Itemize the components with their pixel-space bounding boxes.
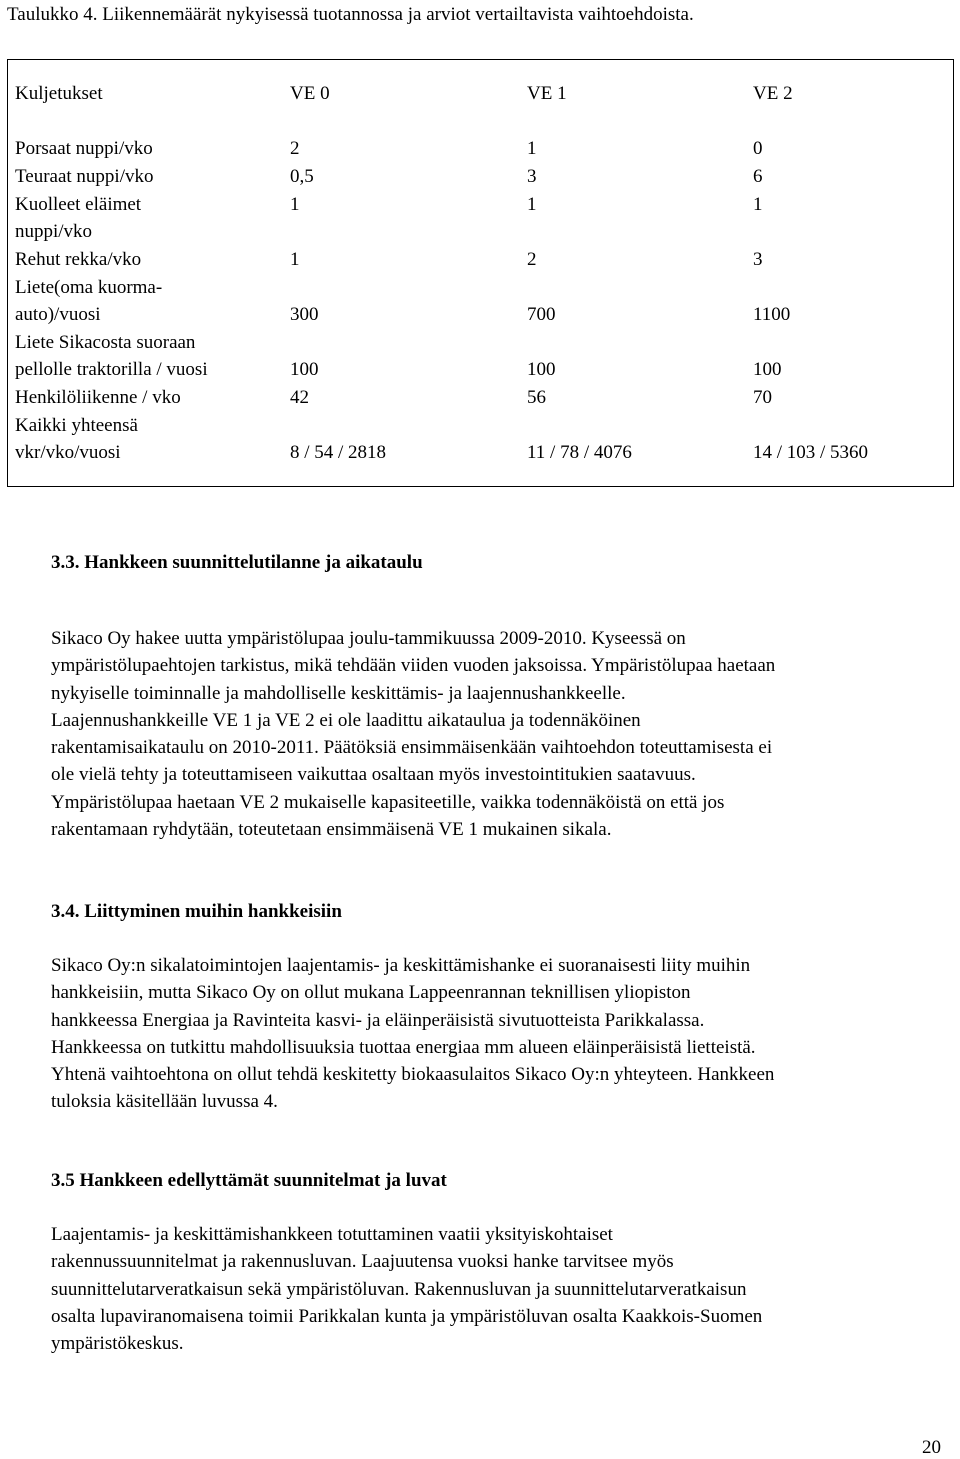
table-row-label: pellolle traktorilla / vuosi [15, 359, 208, 380]
paragraph-line: Sikaco Oy hakee uutta ympäristölupaa joulu-tammikuussa 2009-2010. Kyseessä on [51, 628, 686, 649]
table-row-label: auto)/vuosi [15, 304, 101, 325]
paragraph-line: ympäristölupaehtojen tarkistus, mikä tehdään viiden vuoden jaksoissa. Ympäristölupaa haetaan [51, 655, 776, 677]
table-row-label: Liete(oma kuorma- [15, 277, 163, 298]
table-cell-ve1: 1 [527, 194, 537, 215]
table-caption: Taulukko 4. Liikennemäärät nykyisessä tuotannossa ja arviot vertailtavista vaihtoehdoista. [7, 4, 694, 25]
paragraph-line: ympäristökeskus. [51, 1333, 184, 1355]
table-row-label: Liete Sikacosta suoraan [15, 332, 196, 353]
table-cell-ve2: 100 [753, 359, 782, 380]
table-row-label: Teuraat nuppi/vko [15, 166, 154, 187]
table-cell-ve1: 2 [527, 249, 537, 270]
table-header-cell: VE 2 [753, 83, 793, 104]
paragraph-line: Sikaco Oy:n sikalatoimintojen laajentamis- ja keskittämishanke ei suoranaisesti liity muihin [51, 955, 751, 976]
table-cell-ve2: 70 [753, 387, 772, 408]
paragraph-line: Yhtenä vaihtoehtona on ollut tehdä keskitetty biokaasulaitos Sikaco Oy:n yhteyteen. Hankkeen [51, 1064, 775, 1086]
table-header-cell: VE 0 [290, 83, 330, 104]
paragraph-line: rakentamisaikataulu on 2010-2011. Päätöksiä ensimmäisenkään vaihtoehdon toteuttamisesta ei [51, 737, 773, 759]
table-cell-ve2: 1100 [753, 304, 791, 325]
table-cell-ve0: 1 [290, 249, 300, 270]
section-heading: 3.3. Hankkeen suunnittelutilanne ja aikataulu [51, 552, 423, 573]
table-row-label: Kaikki yhteensä [15, 415, 138, 436]
table-row-label: Porsaat nuppi/vko [15, 138, 153, 159]
table-cell-ve1: 700 [527, 304, 556, 325]
table-header-cell: Kuljetukset [15, 83, 103, 104]
paragraph-line: hankkeessa Energiaa ja Ravinteita kasvi- ja eläinperäisistä sivutuotteista Parikkalassa. [51, 1009, 705, 1031]
page-number: 20 [922, 1437, 941, 1458]
paragraph-line: Ympäristölupaa haetaan VE 2 mukaiselle kapasiteetille, vaikka todennäköistä on että jos [51, 791, 725, 813]
section-paragraph [51, 1221, 762, 1357]
table-cell-ve0: 0,5 [290, 166, 314, 187]
table-cell-ve2: 14 / 103 / 5360 [753, 442, 869, 463]
table-cell-ve1: 11 / 78 / 4076 [527, 442, 632, 463]
table-cell-ve2: 0 [753, 138, 763, 159]
table-cell-ve1: 56 [527, 387, 546, 408]
table-header-cell: VE 1 [527, 83, 567, 104]
paragraph-line: rakennussuunnitelmat ja rakennusluvan. Laajuutensa vuoksi hanke tarvitsee myös [51, 1251, 674, 1273]
table-cell-ve0: 2 [290, 138, 300, 159]
table-row-label: vkr/vko/vuosi [15, 442, 121, 463]
paragraph-line: rakentamaan ryhdytään, toteutetaan ensimmäisenä VE 1 mukainen sikala. [51, 819, 612, 841]
table-row-label: Rehut rekka/vko [15, 249, 142, 270]
paragraph-line: Laajennushankkeille VE 1 ja VE 2 ei ole laadittu aikataulua ja todennäköinen [51, 709, 641, 731]
table-cell-ve0: 8 / 54 / 2818 [290, 442, 387, 463]
table-cell-ve0: 100 [290, 359, 319, 380]
section-heading: 3.5 Hankkeen edellyttämät suunnitelmat ja luvat [51, 1170, 447, 1191]
table-cell-ve0: 42 [290, 387, 309, 408]
table-cell-ve2: 3 [753, 249, 763, 270]
paragraph-line: ole vielä tehty ja toteuttamiseen vaikuttaa osaltaan myös investointitukien saatavuus. [51, 764, 696, 786]
section-heading: 3.4. Liittyminen muihin hankkeisiin [51, 901, 342, 922]
table-row-label: nuppi/vko [15, 221, 93, 242]
paragraph-line: tuloksia käsitellään luvussa 4. [51, 1091, 278, 1113]
paragraph-line: nykyiselle toiminnalle ja mahdolliselle keskittämis- ja laajennushankkeelle. [51, 682, 626, 704]
table-cell-ve1: 100 [527, 359, 556, 380]
paragraph-line: Laajentamis- ja keskittämishankkeen totuttaminen vaatii yksityiskohtaiset [51, 1224, 613, 1245]
table-cell-ve0: 1 [290, 194, 300, 215]
table-row-label: Kuolleet eläimet [15, 194, 142, 215]
section-paragraph [51, 952, 774, 1116]
paragraph-line: Hankkeessa on tutkittu mahdollisuuksia tuottaa energiaa mm alueen eläinperäisistä lietteistä. [51, 1036, 756, 1058]
section-paragraph [51, 625, 775, 843]
traffic-table [7, 59, 954, 487]
table-cell-ve2: 1 [753, 194, 763, 215]
paragraph-line: suunnittelutarveratkaisun sekä ympäristöluvan. Rakennusluvan ja suunnittelutarveratkaisun [51, 1278, 747, 1300]
table-row-label: Henkilöliikenne / vko [15, 387, 181, 408]
table-cell-ve2: 6 [753, 166, 763, 187]
table-cell-ve1: 1 [527, 138, 537, 159]
table-cell-ve1: 3 [527, 166, 537, 187]
paragraph-line: osalta lupaviranomaisena toimii Parikkalan kunta ja ympäristöluvan osalta Kaakkois-Suomen [51, 1305, 763, 1327]
paragraph-line: hankkeisiin, mutta Sikaco Oy on ollut mukana Lappeenrannan teknillisen yliopiston [51, 982, 691, 1004]
table-cell-ve0: 300 [290, 304, 319, 325]
